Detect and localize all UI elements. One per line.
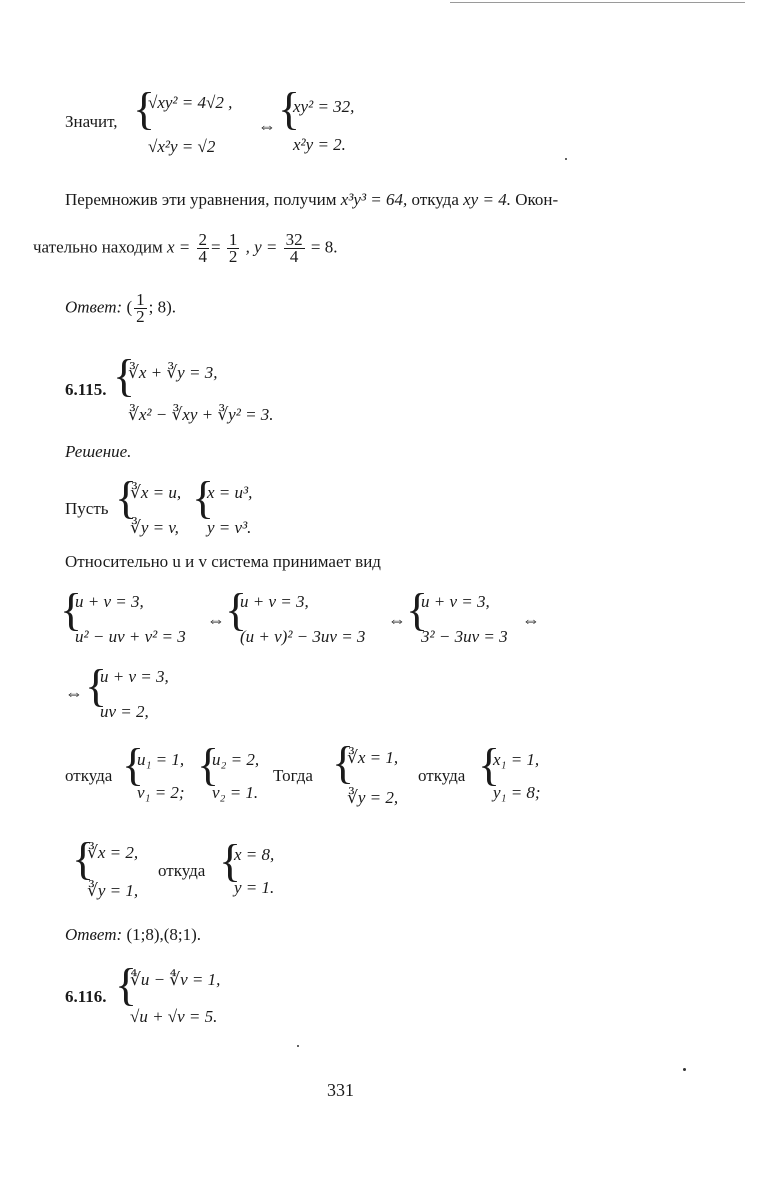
brace: {: [133, 83, 156, 134]
chain-s2b: (u + v)² − 3uv = 3: [240, 627, 366, 646]
intro-eq3: xy² = 32,: [293, 97, 355, 116]
brace: {: [113, 350, 136, 401]
brace: {: [122, 739, 145, 790]
equivalence-icon: ⇔: [65, 683, 83, 703]
chain-s4a: u + v = 3,: [100, 667, 169, 686]
problem-115-number: 6.115.: [65, 380, 107, 399]
problem-116-eq2: √u + √v = 5.: [130, 1007, 218, 1026]
whence-p2b: v₂ = 1.: [212, 783, 259, 802]
brace: {: [478, 739, 501, 790]
chain-s3a: u + v = 3,: [421, 592, 490, 611]
whence-t1: ∛x = 1,: [347, 748, 399, 767]
substitution-a1: ∛x = u,: [130, 483, 182, 502]
scan-speck: [683, 1068, 686, 1071]
brace: {: [225, 584, 248, 635]
intro-eq2: √x²y = √2: [148, 137, 216, 156]
chain-s1b: u² − uv + v² = 3: [75, 627, 186, 646]
equivalence-icon: ⇔: [207, 610, 225, 630]
intro-eq4: x²y = 2.: [293, 135, 346, 154]
whence-r1: x₁ = 1,: [493, 750, 540, 769]
relative-text: Относительно u и v система принимает вид: [65, 552, 381, 571]
chain-s3b: 3² − 3uv = 3: [421, 627, 508, 646]
brace: {: [115, 959, 138, 1010]
chain-s4b: uv = 2,: [100, 702, 149, 721]
brace: {: [72, 833, 95, 884]
whence-p2a: u₂ = 2,: [212, 750, 260, 769]
substitution-a2: ∛y = v,: [130, 518, 179, 537]
scan-speck: [565, 158, 567, 160]
page-number: 331: [327, 1080, 354, 1100]
top-rule: [450, 2, 745, 3]
brace: {: [60, 584, 83, 635]
solution-label: Решение.: [65, 442, 132, 461]
chain-s2a: u + v = 3,: [240, 592, 309, 611]
equivalence-icon: ⇔: [388, 610, 406, 630]
problem-116-eq1: ∜u − ∜v = 1,: [130, 970, 221, 989]
equivalence-icon: ⇔: [258, 116, 276, 136]
brace: {: [192, 472, 215, 523]
substitution-b1: x = u³,: [207, 483, 253, 502]
whence-word: откуда: [65, 766, 113, 785]
brace: {: [85, 660, 108, 711]
problem-116-number: 6.116.: [65, 987, 107, 1006]
answer-1: Ответ: ( $\frac{1}{2}$ ; 8).: [65, 290, 177, 326]
then-word: Тогда: [273, 766, 313, 785]
whence-word-2: откуда: [418, 766, 466, 785]
brace: {: [332, 737, 355, 788]
second-s1: ∛x = 2,: [87, 843, 139, 862]
intro-eq1: √xy² = 4√2 ,: [148, 93, 233, 112]
substitution-lead: Пусть: [65, 499, 109, 518]
scan-speck: [297, 1045, 299, 1047]
brace: {: [197, 739, 220, 790]
problem-115-eq1: ∛x + ∛y = 3,: [128, 363, 218, 382]
whence-p1a: u₁ = 1,: [137, 750, 185, 769]
brace: {: [115, 472, 138, 523]
problem-115-eq2: ∛x² − ∛xy + ∛y² = 3.: [128, 405, 274, 424]
brace: {: [278, 83, 301, 134]
whence-r2: y₁ = 8;: [493, 783, 541, 802]
brace: {: [219, 835, 242, 886]
answer-2: Ответ: (1;8),(8;1).: [65, 925, 202, 944]
whence-p1b: v₁ = 2;: [137, 783, 185, 802]
multiply-line: Перемножив эти уравнения, получим x³y³ = 64, откуда xy = 4. Окон-: [65, 190, 559, 209]
final-line: чательно находим x = $\frac{2}{4}$ = $\frac{1}{2}$ , y = $\frac{32}{4}$ = 8.: [33, 230, 338, 266]
second-r2: y = 1.: [234, 878, 275, 897]
substitution-b2: y = v³.: [207, 518, 252, 537]
equivalence-icon: ⇔: [522, 610, 540, 630]
second-r1: x = 8,: [234, 845, 275, 864]
second-s2: ∛y = 1,: [87, 881, 139, 900]
second-word: откуда: [158, 861, 206, 880]
brace: {: [406, 584, 429, 635]
intro-lead: Значит,: [65, 112, 118, 131]
chain-s1a: u + v = 3,: [75, 592, 144, 611]
whence-t2: ∛y = 2,: [347, 788, 399, 807]
